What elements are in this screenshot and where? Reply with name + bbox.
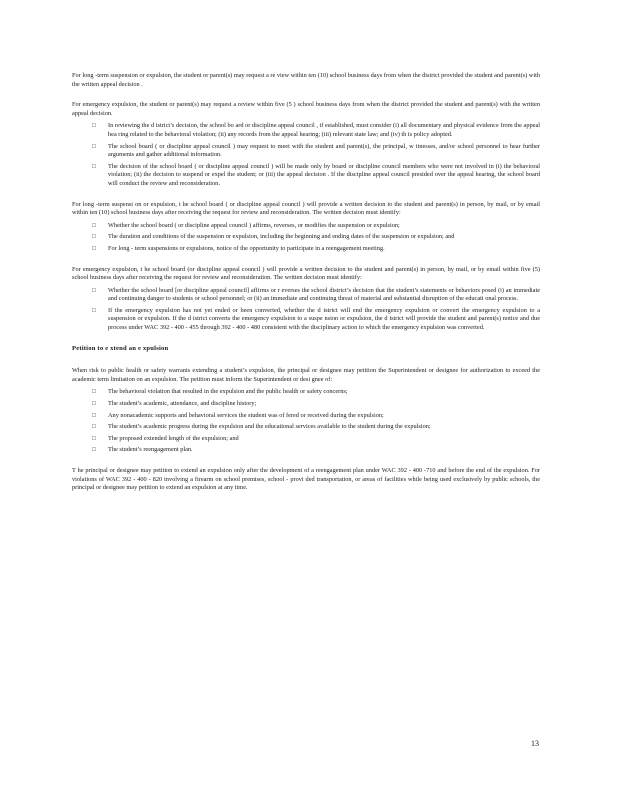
- list-item-text: The behavioral violation that resulted in the expulsion and the public health or safety concerns;: [108, 388, 348, 396]
- emergency-decision-items-list: [72, 287, 540, 333]
- list-item: [72, 412, 540, 421]
- petition-items-list: [72, 388, 540, 455]
- list-item: [72, 222, 540, 231]
- list-item-text: For long - term suspensions or expulsions, notice of the opportunity to participate in a reengagement meeting.: [108, 244, 385, 252]
- list-item: [72, 400, 540, 409]
- review-considerations-list: [72, 122, 540, 188]
- list-item-text: The student’s academic, attendance, and discipline history;: [108, 400, 257, 408]
- list-item: [72, 388, 540, 397]
- checkbox-bullet-icon: □: [92, 400, 96, 408]
- list-item-text: Whether the school board ( or discipline appeal council ) affirms, reverses, or modifies the suspension or expulsion;: [108, 221, 400, 229]
- paragraph-longterm-review-request: For long -term suspension or expulsion, the student or parent(s) may request a re view within ten (10) school business days from when the district provided the student and parent(s) with the written appeal decision .: [72, 72, 540, 88]
- checkbox-bullet-icon: □: [92, 162, 96, 170]
- checkbox-bullet-icon: □: [92, 434, 96, 442]
- section-heading-petition: Petition to e xtend an e xpulsion: [72, 344, 169, 352]
- list-item: [72, 446, 540, 455]
- paragraph-petition-intro: When risk to public health or safety warrants extending a student’s expulsion, the principal or designee may petition the Superintendent or designee for authorization to exceed the academic term limitation on an expulsion. The petition must inform the Superintendent or desi gnee of:: [72, 367, 540, 383]
- paragraph-petition-timing: T he principal or designee may petition to extend an expulsion only after the development of a reengagement plan under WAC 392 - 400 -710 and before the end of the expulsion. For violations of WAC 392 - 400 - 820 involving a firearm on school premises, school - provi ded transportation, or areas of facilities while being used exclusively by public schools, the principal or designee may petition to extend an expulsion at any time.: [72, 467, 540, 492]
- checkbox-bullet-icon: □: [92, 306, 96, 314]
- list-item-text: The student’s reengagement plan.: [108, 446, 193, 454]
- checkbox-bullet-icon: □: [92, 423, 96, 431]
- checkbox-bullet-icon: □: [92, 221, 96, 229]
- list-item: [72, 423, 540, 432]
- list-item: [72, 163, 540, 189]
- list-item: [72, 245, 540, 254]
- list-item-text: The decision of the school board ( or discipline appeal council ) will be made only by board or discipline council members who were not involved in (i) the behavioral violation; (ii) the decision to suspend or expel the student; or (iii) the appeal decision . If the discipline appeal council presided over the appeal hearing, the school board will conduct the review and reconsideration.: [108, 162, 540, 187]
- checkbox-bullet-icon: □: [92, 446, 96, 454]
- checkbox-bullet-icon: □: [92, 411, 96, 419]
- list-item-text: The proposed extended length of the expulsion; and: [108, 434, 239, 442]
- checkbox-bullet-icon: □: [92, 122, 96, 130]
- list-item: [72, 233, 540, 242]
- list-item-text: If the emergency expulsion has not yet ended or been converted, whether the d istrict will end the emergency expulsion or convert the emergency expulsion to a suspension or expulsion. If the d istrict converts the emergency expulsion to a suspe nsion or expulsion, the d istrict will provide the student and parent(s) notice and due process under WAC 392 - 400 - 455 through 392 - 400 - 480 consistent with the disciplinary action to which the emergency expulsion was converted.: [108, 306, 540, 332]
- longterm-decision-items-list: [72, 222, 540, 254]
- list-item: [72, 287, 540, 304]
- paragraph-longterm-written-decision: For long -term suspensi on or expulsion, t he school board ( or discipline appeal council ) will provide a written decision to the student and parent(s) in person, by mail, or by email within ten (10) school business days after receiving the request for review and reconsideration. The written decision must identify:: [72, 200, 540, 217]
- list-item-text: Whether the school board [or discipline appeal council] affirms or r everses the school district’s decision that the student’s statements or behaviors posed (i) an immediate and continuing danger to students or school personnel; or (ii) an immediate and continuing threat of material and substantial disruption of the educati onal process.: [108, 286, 540, 303]
- checkbox-bullet-icon: □: [92, 233, 96, 241]
- page-number: 13: [531, 739, 539, 748]
- checkbox-bullet-icon: □: [92, 388, 96, 396]
- paragraph-emergency-review-request: For emergency expulsion, the student or parent(s) may request a review within five (5 ) school business days from when the district provided the student and parent(s) with the written appeal decision.: [72, 101, 540, 117]
- list-item-text: In reviewing the d istrict’s decision, the school bo ard or discipline appeal council , if established, must consider (i) all documentary and physical evidence from the appeal hea ring related to the behavioral violation; (ii) any records from the appeal hearing; (iii) relevant state law; and (iv) th is policy adopted.: [108, 122, 540, 138]
- checkbox-bullet-icon: □: [92, 142, 96, 150]
- list-item: [72, 122, 540, 139]
- checkbox-bullet-icon: □: [92, 244, 96, 252]
- list-item-text: The school board ( or discipline appeal council ) may request to meet with the student and parent(s), the principal, w itnesses, and/or school personnel to hear further arguments and gather additional information.: [108, 142, 540, 159]
- list-item: [72, 435, 540, 444]
- checkbox-bullet-icon: □: [92, 286, 96, 294]
- list-item-text: The student’s academic progress during the expulsion and the educational services available to the student during the expulsion;: [108, 423, 431, 431]
- list-item-text: Any nonacademic supports and behavioral services the student was of fered or received during the expulsion;: [108, 411, 384, 419]
- paragraph-emergency-written-decision: For emergency expulsion, t he school board (or discipline appeal council ) will provide a written decision to the student and parent(s) in person, by mail, or by email within five (5) school business days after receiving the request for review and reconsideration. The written decision must identify:: [72, 265, 540, 282]
- list-item-text: The duration and conditions of the suspension or expulsion, including the beginning and ending dates of the suspension or expulsion; and: [108, 233, 455, 241]
- list-item: [72, 143, 540, 160]
- document-body: [72, 72, 540, 505]
- list-item: [72, 307, 540, 333]
